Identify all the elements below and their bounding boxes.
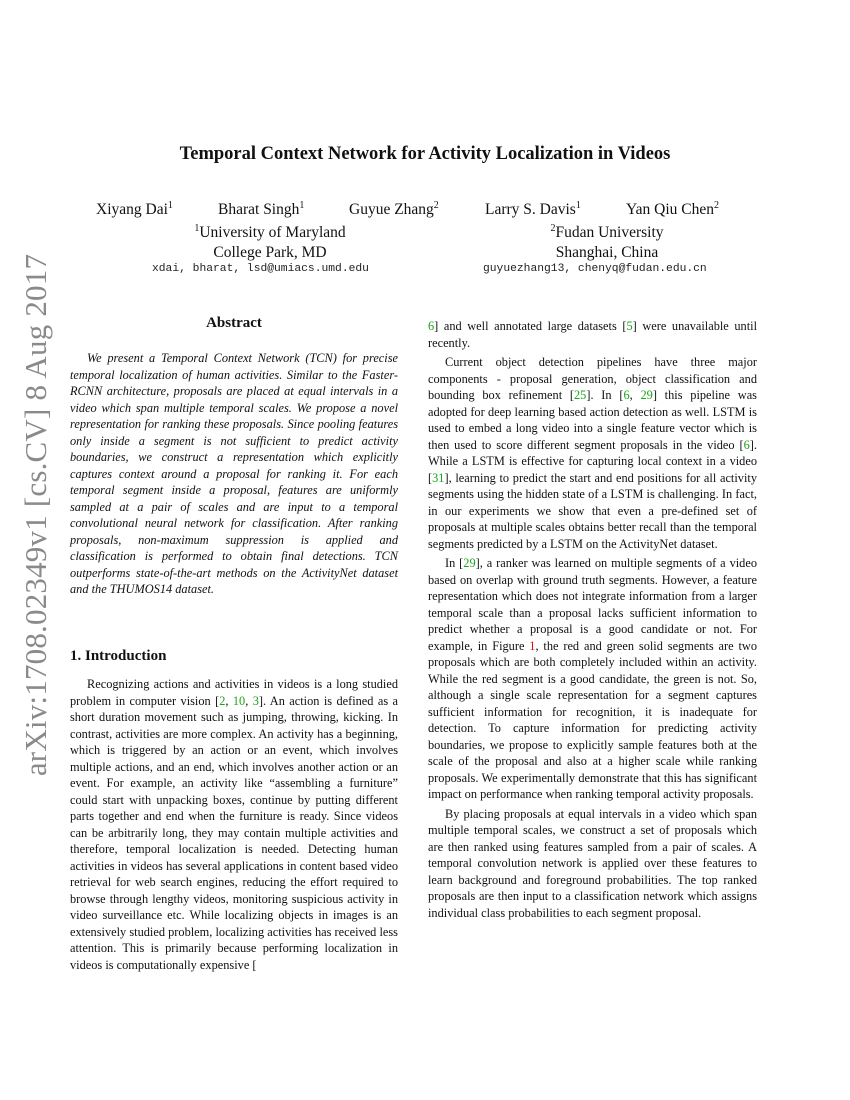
affiliation-1: $^1$University of Maryland College Park, MD <box>194 223 346 261</box>
author-name: Xiyang Dai$^1$ <box>96 200 173 218</box>
citation-link[interactable]: 29 <box>640 388 653 402</box>
citation-link[interactable]: 3 <box>252 693 259 708</box>
emails-2: guyuezhang13, chenyq@fudan.edu.cn <box>483 263 707 275</box>
figure-reference-link[interactable]: 1 <box>529 638 536 653</box>
citation-link[interactable]: 25 <box>574 388 587 402</box>
author-name: Guyue Zhang$^2$ <box>349 200 439 218</box>
author-name: Bharat Singh$^1$ <box>218 200 305 218</box>
intro-paragraph-3: In [29], a ranker was learned on multiple segments of a video based on overlap with ground truth segments. However, a feature representation which does not integrate information from a larger temporal scale than a proposal lacks sufficient information to predict whether a proposal is a good candidate or not. For example, in Figure 1, the red and green solid segments are two proposals which are both completely included within an activity. While the red segment is a good candidate, the green is not. So, although a single scale representation for a segment captures sufficient information for recognition, it is inadequate for detection. To capture information for predicting activity boundaries, we propose to explicitly sample features both at the scale of the proposal and also at a higher scale while ranking proposals. We experimentally demonstrate that this has significant impact on performance when ranking temporal activity proposals. <box>428 556 757 801</box>
abstract-text: We present a Temporal Context Network (TCN) for precise temporal localization of human activities. Similar to the Faster-RCNN architecture, proposals are placed at equal intervals in a video which span multiple temporal scales. We propose a novel representation for ranking these proposals. Since pooling features only inside a segment is not sufficient to predict activity boundaries, we construct a representation which explicitly captures context around a proposal for ranking it. For each temporal segment inside a proposal, features are uniformly sampled at a pair of scales and are input to a temporal convolutional neural network for classification. After ranking proposals, non-maximum suppression is applied and classification is performed to obtain final detections. TCN outperforms state-of-the-art methods on the ActivityNet dataset and the THUMOS14 dataset. <box>70 351 398 596</box>
arxiv-watermark-text: arXiv:1708.02349v1 [cs.CV] 8 Aug 2017 <box>18 253 53 777</box>
citation-link[interactable]: 10 <box>232 693 246 708</box>
author-list <box>0 200 850 224</box>
paper-title: Temporal Context Network for Activity Localization in Videos <box>179 144 671 164</box>
emails-1: xdai, bharat, lsd@umiacs.umd.edu <box>152 263 369 275</box>
citation-link[interactable]: 6 <box>743 437 750 452</box>
citation-link[interactable]: 6 <box>428 319 435 333</box>
right-column-text <box>428 318 757 921</box>
abstract-body <box>70 350 398 598</box>
citation-link[interactable]: 5 <box>626 319 633 333</box>
left-column-text <box>70 676 398 973</box>
citation-link[interactable]: 29 <box>463 556 476 570</box>
intro-paragraph-1-continued: 6] and well annotated large datasets [5] were unavailable until recently. <box>428 319 757 350</box>
intro-paragraph-4: By placing proposals at equal intervals in a video which span multiple temporal scales, we construct a set of proposals which are then ranked using features sampled from a pair of scales. A temporal convolution network is applied over these features to learn background and foreground probabilities. The top ranked proposals are then input to a classification network which assigns individual class probabilities to each segment proposal. <box>428 806 757 920</box>
citation-link[interactable]: 6 <box>623 388 630 402</box>
arxiv-watermark <box>10 253 62 777</box>
author-name: Yan Qiu Chen$^2$ <box>626 200 719 218</box>
introduction-heading: 1. Introduction <box>70 648 167 664</box>
affiliation-2: $^2$Fudan University Shanghai, China <box>550 223 664 261</box>
abstract-heading: Abstract <box>206 315 262 331</box>
citation-link[interactable]: 2 <box>219 693 226 708</box>
intro-paragraph-1: Recognizing actions and activities in videos is a long studied problem in computer vision [2, 10, 3]. An action is defined as a short duration movement such as jumping, throwing, kicking. In contrast, activities are more complex. An activity has a beginning, which is triggered by an action or an event, which involves multiple actions, and an end, which involves another action or an event. For example, an activity like “assembling a furniture” could start with unpacking boxes, continue by putting different parts together and end when the furniture is ready. Since videos can be arbitrarily long, they may contain multiple activities and therefore, temporal localization is needed. Detecting human activities in videos has several applications in content based video retrieval for web search engines, reducing the effort required to browse through lengthy videos, monitoring suspicious activity in video surveillance etc. While localizing objects in images is an extensively studied problem, localizing activities has received less attention. This is primarily because performing localization in videos is computationally expensive [ <box>70 677 399 972</box>
citation-link[interactable]: 31 <box>432 470 445 485</box>
intro-paragraph-2: Current object detection pipelines have three major components - proposal generation, object classification and bounding box refinement [25]. In [6, 29] this pipeline was adopted for deep learning based action detection as well. LSTM is used to embed a long video into a single feature vector which is then used to score different segment proposals in the video [6]. While a LSTM is effective for capturing local context in a video [31], learning to predict the start and end positions for all activity segments using the hidden state of a LSTM is challenging. In fact, in our experiments we show that even a pre-defined set of proposals at multiple scales obtains better recall than the temporal segments predicted by a LSTM on the ActivityNet dataset. <box>428 355 757 551</box>
author-name: Larry S. Davis$^1$ <box>485 200 581 218</box>
